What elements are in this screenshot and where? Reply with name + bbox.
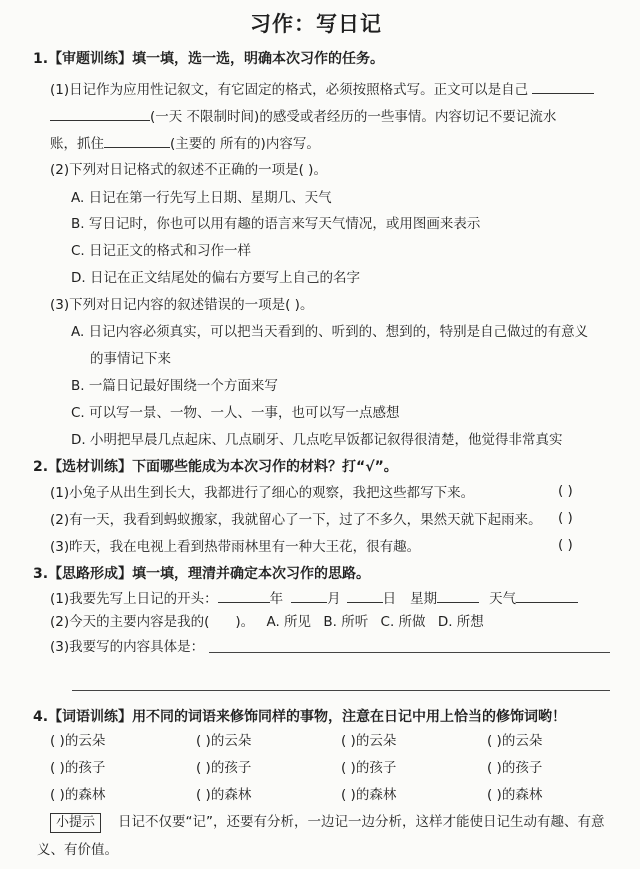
section-number: 2. <box>33 459 49 475</box>
week-blank[interactable] <box>437 588 479 603</box>
s1-q1-line1 <box>50 79 594 100</box>
check-paren[interactable]: ( ) <box>558 537 573 553</box>
weather-blank[interactable] <box>516 588 578 603</box>
word-cell[interactable]: ( )的孩子 <box>341 760 397 776</box>
writing-line[interactable] <box>72 690 610 691</box>
answer-blank[interactable] <box>50 106 150 121</box>
s1-q3-option-c[interactable]: C. 可以写一景、一物、一人、一事，也可以写一点感想 <box>71 405 400 421</box>
section-label: 【选材训练】 <box>48 459 133 475</box>
s3-q3: (3)我要写的内容具体是： <box>50 639 205 655</box>
s3-q2-prefix: (2)今天的主要内容是我的( <box>50 614 210 630</box>
tip-text-line2: 义、有价值。 <box>37 842 118 858</box>
s3-q2-option-a[interactable]: A. 所见 <box>266 614 312 630</box>
writing-line[interactable] <box>209 652 610 653</box>
word-cell[interactable]: ( )的孩子 <box>50 760 106 776</box>
check-paren[interactable]: ( ) <box>558 483 573 499</box>
section-label: 【词语训练】 <box>48 709 133 725</box>
s1-q3-option-a[interactable]: A. 日记内容必须真实，可以把当天看到的、听到的、想到的，特别是自己做过的有意义 <box>71 324 589 340</box>
s1-q2-option-a[interactable]: A. 日记在第一行先写上日期、星期几、天气 <box>71 190 332 206</box>
section-3-heading <box>33 563 370 583</box>
page-title: 习作：写日记 <box>250 12 382 36</box>
s1-q3-option-b[interactable]: B. 一篇日记最好围绕一个方面来写 <box>71 378 278 394</box>
section-label: 【思路形成】 <box>48 566 133 582</box>
s1-q1-text4: (主要的 所有的)内容写。 <box>170 136 320 152</box>
section-number: 4. <box>33 709 49 725</box>
section-title: 用不同的词语来修饰同样的事物，注意在日记中用上恰当的修饰词哟！ <box>132 709 567 725</box>
s1-q2-stem: (2)下列对日记格式的叙述不正确的一项是( )。 <box>50 162 327 178</box>
week-label: 星期 <box>410 591 438 607</box>
month-label: 月 <box>327 591 341 607</box>
s3-q2-option-d[interactable]: D. 所想 <box>437 614 484 630</box>
s3-q1-prefix: (1)我要先写上日记的开头： <box>50 591 218 607</box>
weather-label: 天气 <box>489 591 517 607</box>
s1-q1-text1: (1)日记作为应用性记叙文，有它固定的格式，必须按照格式写。正文可以是自己 <box>50 82 529 98</box>
section-4-heading <box>33 706 566 726</box>
word-cell[interactable]: ( )的森林 <box>196 787 252 803</box>
s3-q2-option-c[interactable]: C. 所做 <box>380 614 426 630</box>
section-label: 【审题训练】 <box>48 51 133 67</box>
word-cell[interactable]: ( )的孩子 <box>487 760 543 776</box>
section-number: 3. <box>33 566 49 582</box>
section-title: 填一填，选一选，明确本次习作的任务。 <box>132 51 385 67</box>
s1-q3-option-a-cont: 的事情记下来 <box>90 351 171 367</box>
s1-q1-line2 <box>50 106 556 127</box>
s1-q1-text3: 账，抓住 <box>50 136 104 152</box>
tip-text-line1: 日记不仅要“记”，还要有分析，一边记一边分析，这样才能使日记生动有趣、有意 <box>118 814 605 830</box>
tip-label: 小提示 <box>50 813 101 833</box>
word-cell[interactable]: ( )的森林 <box>487 787 543 803</box>
s2-item-1: (1)小兔子从出生到长大，我都进行了细心的观察，我把这些都写下来。 <box>50 485 475 501</box>
s1-q2-option-d[interactable]: D. 日记在正文结尾处的偏右方要写上自己的名字 <box>71 270 360 286</box>
month-blank[interactable] <box>291 588 327 603</box>
day-blank[interactable] <box>347 588 383 603</box>
word-cell[interactable]: ( )的云朵 <box>50 733 106 749</box>
word-cell[interactable]: ( )的森林 <box>341 787 397 803</box>
s3-q2 <box>50 612 484 632</box>
check-paren[interactable]: ( ) <box>558 510 573 526</box>
section-number: 1. <box>33 51 49 67</box>
s2-item-3: (3)昨天，我在电视上看到热带雨林里有一种大王花，很有趣。 <box>50 539 421 555</box>
section-title: 下面哪些能成为本次习作的材料？打“√”。 <box>132 459 398 475</box>
day-label: 日 <box>382 591 397 607</box>
section-title: 填一填，理清并确定本次习作的思路。 <box>132 566 371 582</box>
answer-blank[interactable] <box>104 133 170 148</box>
s3-q2-option-b[interactable]: B. 所听 <box>323 614 369 630</box>
s1-q1-text2: (一天 不限制时间)的感受或者经历的一些事情。内容切记不要记流水 <box>150 109 557 125</box>
section-1-heading <box>33 48 384 68</box>
section-2-heading <box>33 456 398 476</box>
s1-q2-option-c[interactable]: C. 日记正文的格式和习作一样 <box>71 243 252 259</box>
year-blank[interactable] <box>218 588 270 603</box>
s1-q3-stem: (3)下列对日记内容的叙述错误的一项是( )。 <box>50 297 314 313</box>
word-cell[interactable]: ( )的森林 <box>50 787 106 803</box>
word-cell[interactable]: ( )的云朵 <box>487 733 543 749</box>
s1-q1-line3 <box>50 133 320 154</box>
s1-q2-option-b[interactable]: B. 写日记时，你也可以用有趣的语言来写天气情况，或用图画来表示 <box>71 216 481 232</box>
s3-q1 <box>50 588 578 609</box>
word-cell[interactable]: ( )的云朵 <box>196 733 252 749</box>
word-cell[interactable]: ( )的云朵 <box>341 733 397 749</box>
s2-item-2: (2)有一天，我看到蚂蚁搬家，我就留心了一下，过了不多久，果然天就下起雨来。 <box>50 512 542 528</box>
year-label: 年 <box>269 591 284 607</box>
s1-q3-option-d[interactable]: D. 小明把早晨几点起床、几点刷牙、几点吃早饭都记叙得很清楚，他觉得非常真实 <box>71 432 563 448</box>
s3-q2-suffix: )。 <box>235 614 255 630</box>
answer-blank[interactable] <box>532 79 594 94</box>
word-cell[interactable]: ( )的孩子 <box>196 760 252 776</box>
